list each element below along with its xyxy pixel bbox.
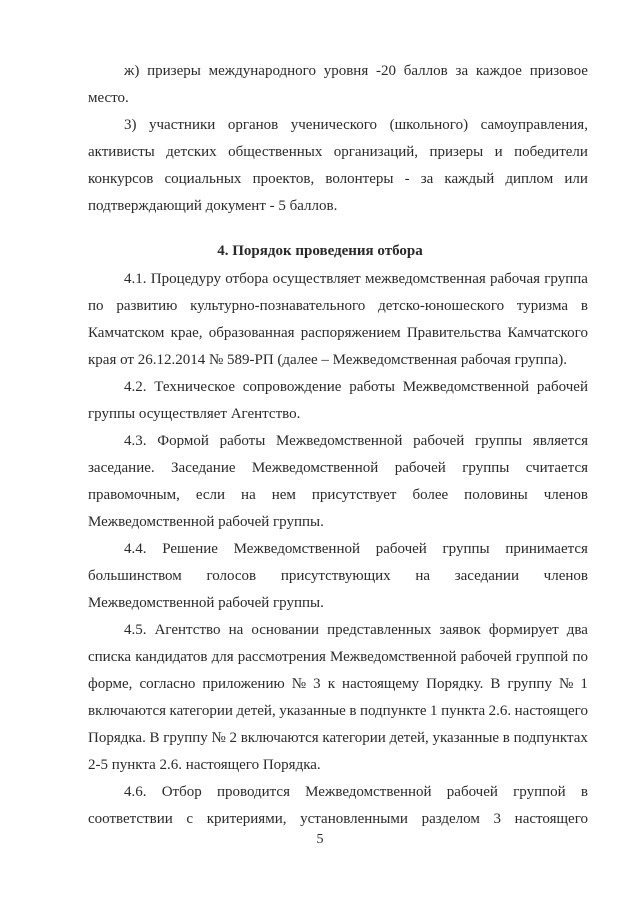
paragraph-4-3-line-2: заседание. Заседание Межведомственной рабочей группы считается (88, 460, 588, 476)
paragraph-4-5-line-6: 2-5 пункта 2.6. настоящего Порядка. (88, 757, 321, 773)
paragraph-4-6-line-1: 4.6. Отбор проводится Межведомственной рабочей группой в (124, 784, 588, 800)
paragraph-3-line-2: активисты детских общественных организаций, призеры и победители (88, 144, 588, 160)
page-number: 5 (316, 832, 324, 847)
paragraph-4-5-line-2: списка кандидатов для рассмотрения Межведомственной рабочей группой по (88, 649, 588, 665)
paragraph-3-line-3: конкурсов социальных проектов, волонтеры - за каждый диплом или (88, 171, 588, 187)
paragraph-zh-line-2: место. (88, 90, 129, 106)
paragraph-zh-line-1: ж) призеры международного уровня -20 баллов за каждое призовое (124, 63, 588, 79)
paragraph-3-line-4: подтверждающий документ - 5 баллов. (88, 198, 338, 214)
paragraph-4-5-line-3: форме, согласно приложению № 3 к настоящему Порядку. В группу № 1 (88, 676, 588, 692)
section-heading: 4. Порядок проведения отбора (217, 243, 423, 259)
paragraph-4-1-line-4: края от 26.12.2014 № 589-РП (далее – Межведомственная рабочая группа). (88, 352, 567, 368)
paragraph-4-4-line-3: Межведомственной рабочей группы. (88, 595, 324, 611)
paragraph-4-1-line-1: 4.1. Процедуру отбора осуществляет межведомственная рабочая группа (124, 271, 588, 287)
paragraph-4-3-line-1: 4.3. Формой работы Межведомственной рабочей группы является (124, 433, 588, 449)
paragraph-4-2-line-2: группы осуществляет Агентство. (88, 406, 301, 422)
paragraph-4-5-line-1: 4.5. Агентство на основании представленных заявок формирует два (124, 622, 588, 638)
paragraph-4-5-line-5: Порядка. В группу № 2 включаются категории детей, указанные в подпунктах (88, 730, 588, 746)
paragraph-4-3-line-4: Межведомственной рабочей группы. (88, 514, 324, 530)
paragraph-4-2-line-1: 4.2. Техническое сопровождение работы Межведомственной рабочей (124, 379, 588, 395)
paragraph-4-1-line-2: по развитию культурно-познавательного детско-юношеского туризма в (88, 298, 588, 314)
paragraph-3-line-1: 3) участники органов ученического (школьного) самоуправления, (124, 117, 588, 133)
paragraph-4-1-line-3: Камчатском крае, образованная распоряжением Правительства Камчатского (88, 325, 588, 341)
paragraph-4-6-line-2: соответствии с критериями, установленными разделом 3 настоящего (88, 811, 588, 827)
paragraph-4-4-line-2: большинством голосов присутствующих на заседании членов (88, 568, 588, 584)
paragraph-4-4-line-1: 4.4. Решение Межведомственной рабочей группы принимается (124, 541, 588, 557)
paragraph-4-5-line-4: включаются категории детей, указанные в подпункте 1 пункта 2.6. настоящего (88, 703, 588, 719)
paragraph-4-3-line-3: правомочным, если на нем присутствует более половины членов (88, 487, 588, 503)
